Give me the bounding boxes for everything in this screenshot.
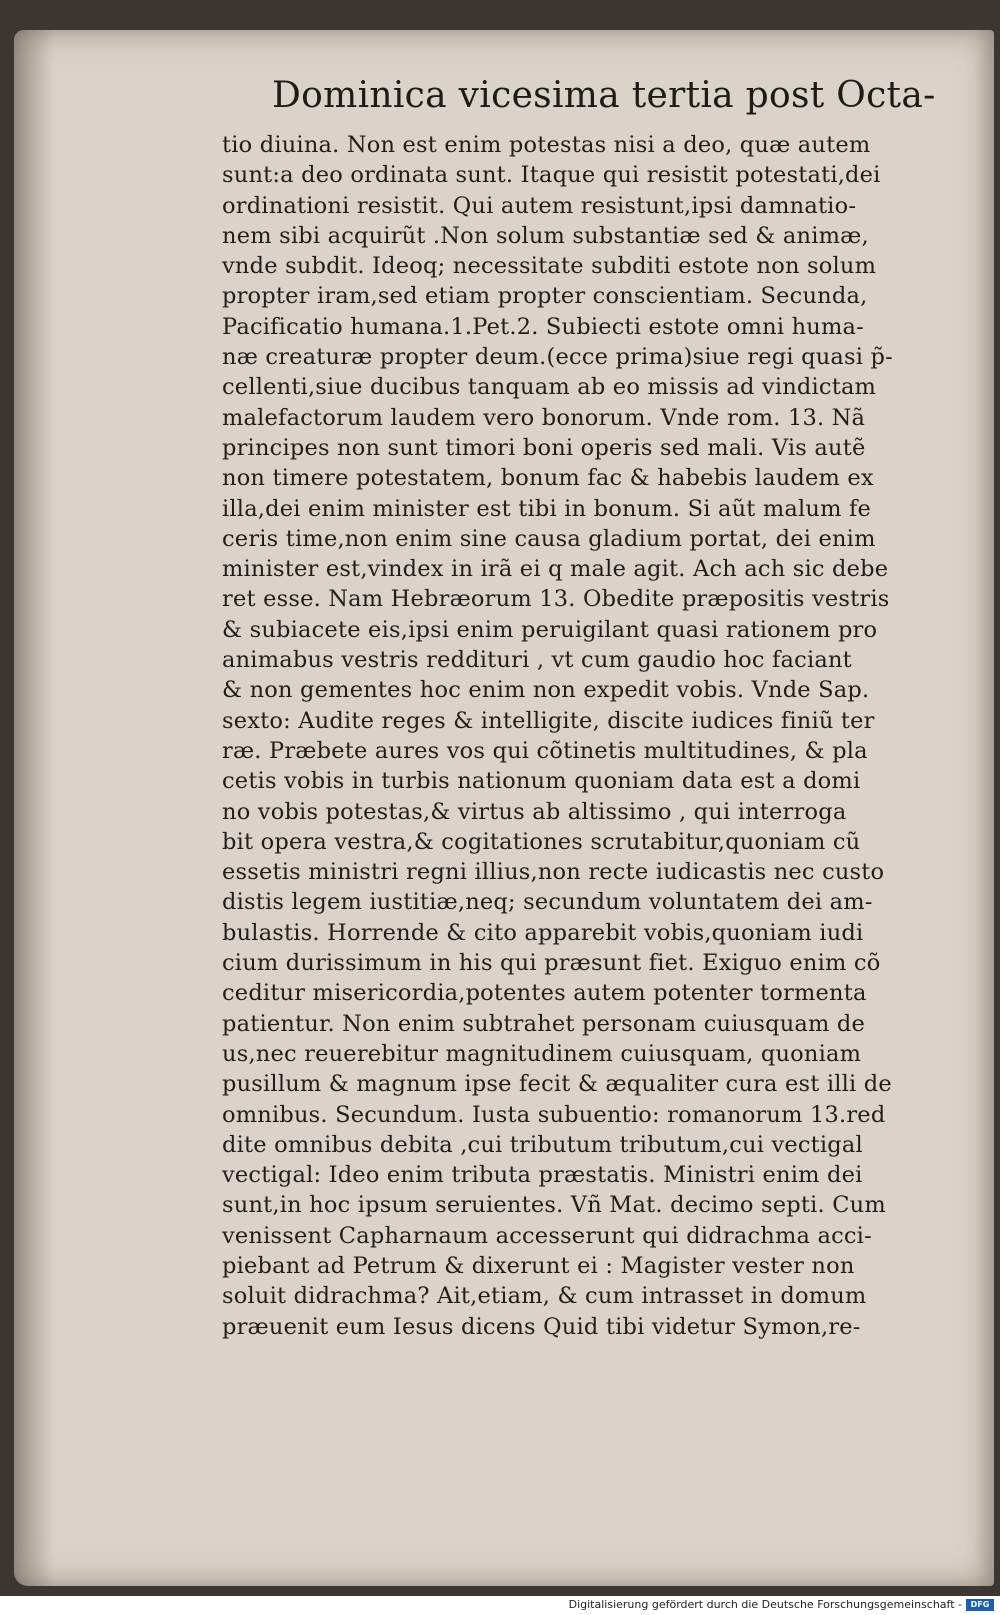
text-line: patientur. Non enim subtrahet personam cuiusquam de [222,1010,866,1037]
text-line: animabus vestris reddituri , vt cum gaudio hoc faciant [222,647,852,674]
text-line: propter iram,sed etiam propter conscientiam. Secunda, [222,283,868,310]
text-line: & subiacete eis,ipsi enim peruigilant quasi rationem pro [222,616,878,643]
text-line: principes non sunt timori boni operis sed mali. Vis autẽ [222,434,866,461]
text-line: bulastis. Horrende & cito apparebit vobis,quoniam iudi [222,919,864,946]
text-line: ordinationi resistit. Qui autem resistunt,ipsi damnatio- [222,192,857,219]
text-line: soluit didrachma? Ait,etiam, & cum intrasset in domum [222,1283,867,1310]
text-line: næ creaturæ propter deum.(ecce prima)siue regi quasi p̃- [222,344,893,371]
text-line: omnibus. Secundum. Iusta subuentio: romanorum 13.red [222,1101,886,1128]
text-line: cetis vobis in turbis nationum quoniam data est a domi [222,768,861,795]
text-line: pusillum & magnum ipse fecit & æqualiter cura est illi de [222,1071,892,1098]
text-line: non timere potestatem, bonum fac & habebis laudem ex [222,465,874,492]
text-line: ret esse. Nam Hebræorum 13. Obedite præpositis vestris [222,586,890,613]
text-line: sexto: Audite reges & intelligite, discite iudices finiũ ter [222,707,875,734]
text-line: no vobis potestas,& virtus ab altissimo , qui interroga [222,798,847,825]
text-line: venissent Capharnaum accesserunt qui didrachma acci- [222,1222,872,1249]
running-title: Dominica vicesima tertia post Octa- [272,75,936,116]
text-line: tio diuina. Non est enim potestas nisi a deo, quæ autem [222,132,871,158]
text-line: piebant ad Petrum & dixerunt ei : Magister vester non [222,1252,855,1279]
text-line: minister est,vindex in irã ei q male agit. Ach ach sic debe [222,556,889,583]
text-line: malefactorum laudem vero bonorum. Vnde rom. 13. Nã [222,404,866,431]
text-line: cium durissimum in his qui præsunt fiet. Exiguo enim cõ [222,950,881,977]
text-line: sunt,in hoc ipsum seruientes. Vñ Mat. decimo septi. Cum [222,1192,886,1219]
text-line: ceditur misericordia,potentes autem potenter tormenta [222,980,867,1007]
text-line: essetis ministri regni illius,non recte iudicastis nec custo [222,859,885,886]
text-line: & non gementes hoc enim non expedit vobis. Vnde Sap. [222,677,870,704]
text-line: præuenit eum Iesus dicens Quid tibi videtur Symon,re- [222,1313,861,1340]
text-line: us,nec reuerebitur magnitudinem cuiusquam, quoniam [222,1040,862,1067]
body-text [222,130,942,1342]
dfg-logo-icon: DFG [966,1599,994,1611]
text-line: vectigal: Ideo enim tributa præstatis. Ministri enim dei [222,1162,863,1189]
text-line: vnde subdit. Ideoq; necessitate subditi estote non solum [222,253,877,280]
text-line: sunt:a deo ordinata sunt. Itaque qui resistit potestati,dei [222,162,881,189]
gutter-shadow [14,30,54,1586]
text-line: distis legem iustitiæ,neq; secundum voluntatem dei am- [222,889,873,916]
text-line: ræ. Præbete aures vos qui cõtinetis multitudines, & pla [222,737,868,764]
text-line: illa,dei enim minister est tibi in bonum. Si aũt malum fe [222,495,872,522]
text-line: ceris time,non enim sine causa gladium portat, dei enim [222,525,876,552]
text-line: bit opera vestra,& cogitationes scrutabitur,quoniam cũ [222,828,861,855]
text-line: nem sibi acquirũt .Non solum substantiæ sed & animæ, [222,222,869,249]
text-line: dite omnibus debita ,cui tributum tributum,cui vectigal [222,1131,863,1158]
text-line: Pacificatio humana.1.Pet.2. Subiecti estote omni huma- [222,313,864,340]
digitization-credit: Digitalisierung gefördert durch die Deutsche Forschungsgemeinschaft - [568,1598,962,1611]
text-line: cellenti,siue ducibus tanquam ab eo missis ad vindictam [222,374,877,401]
